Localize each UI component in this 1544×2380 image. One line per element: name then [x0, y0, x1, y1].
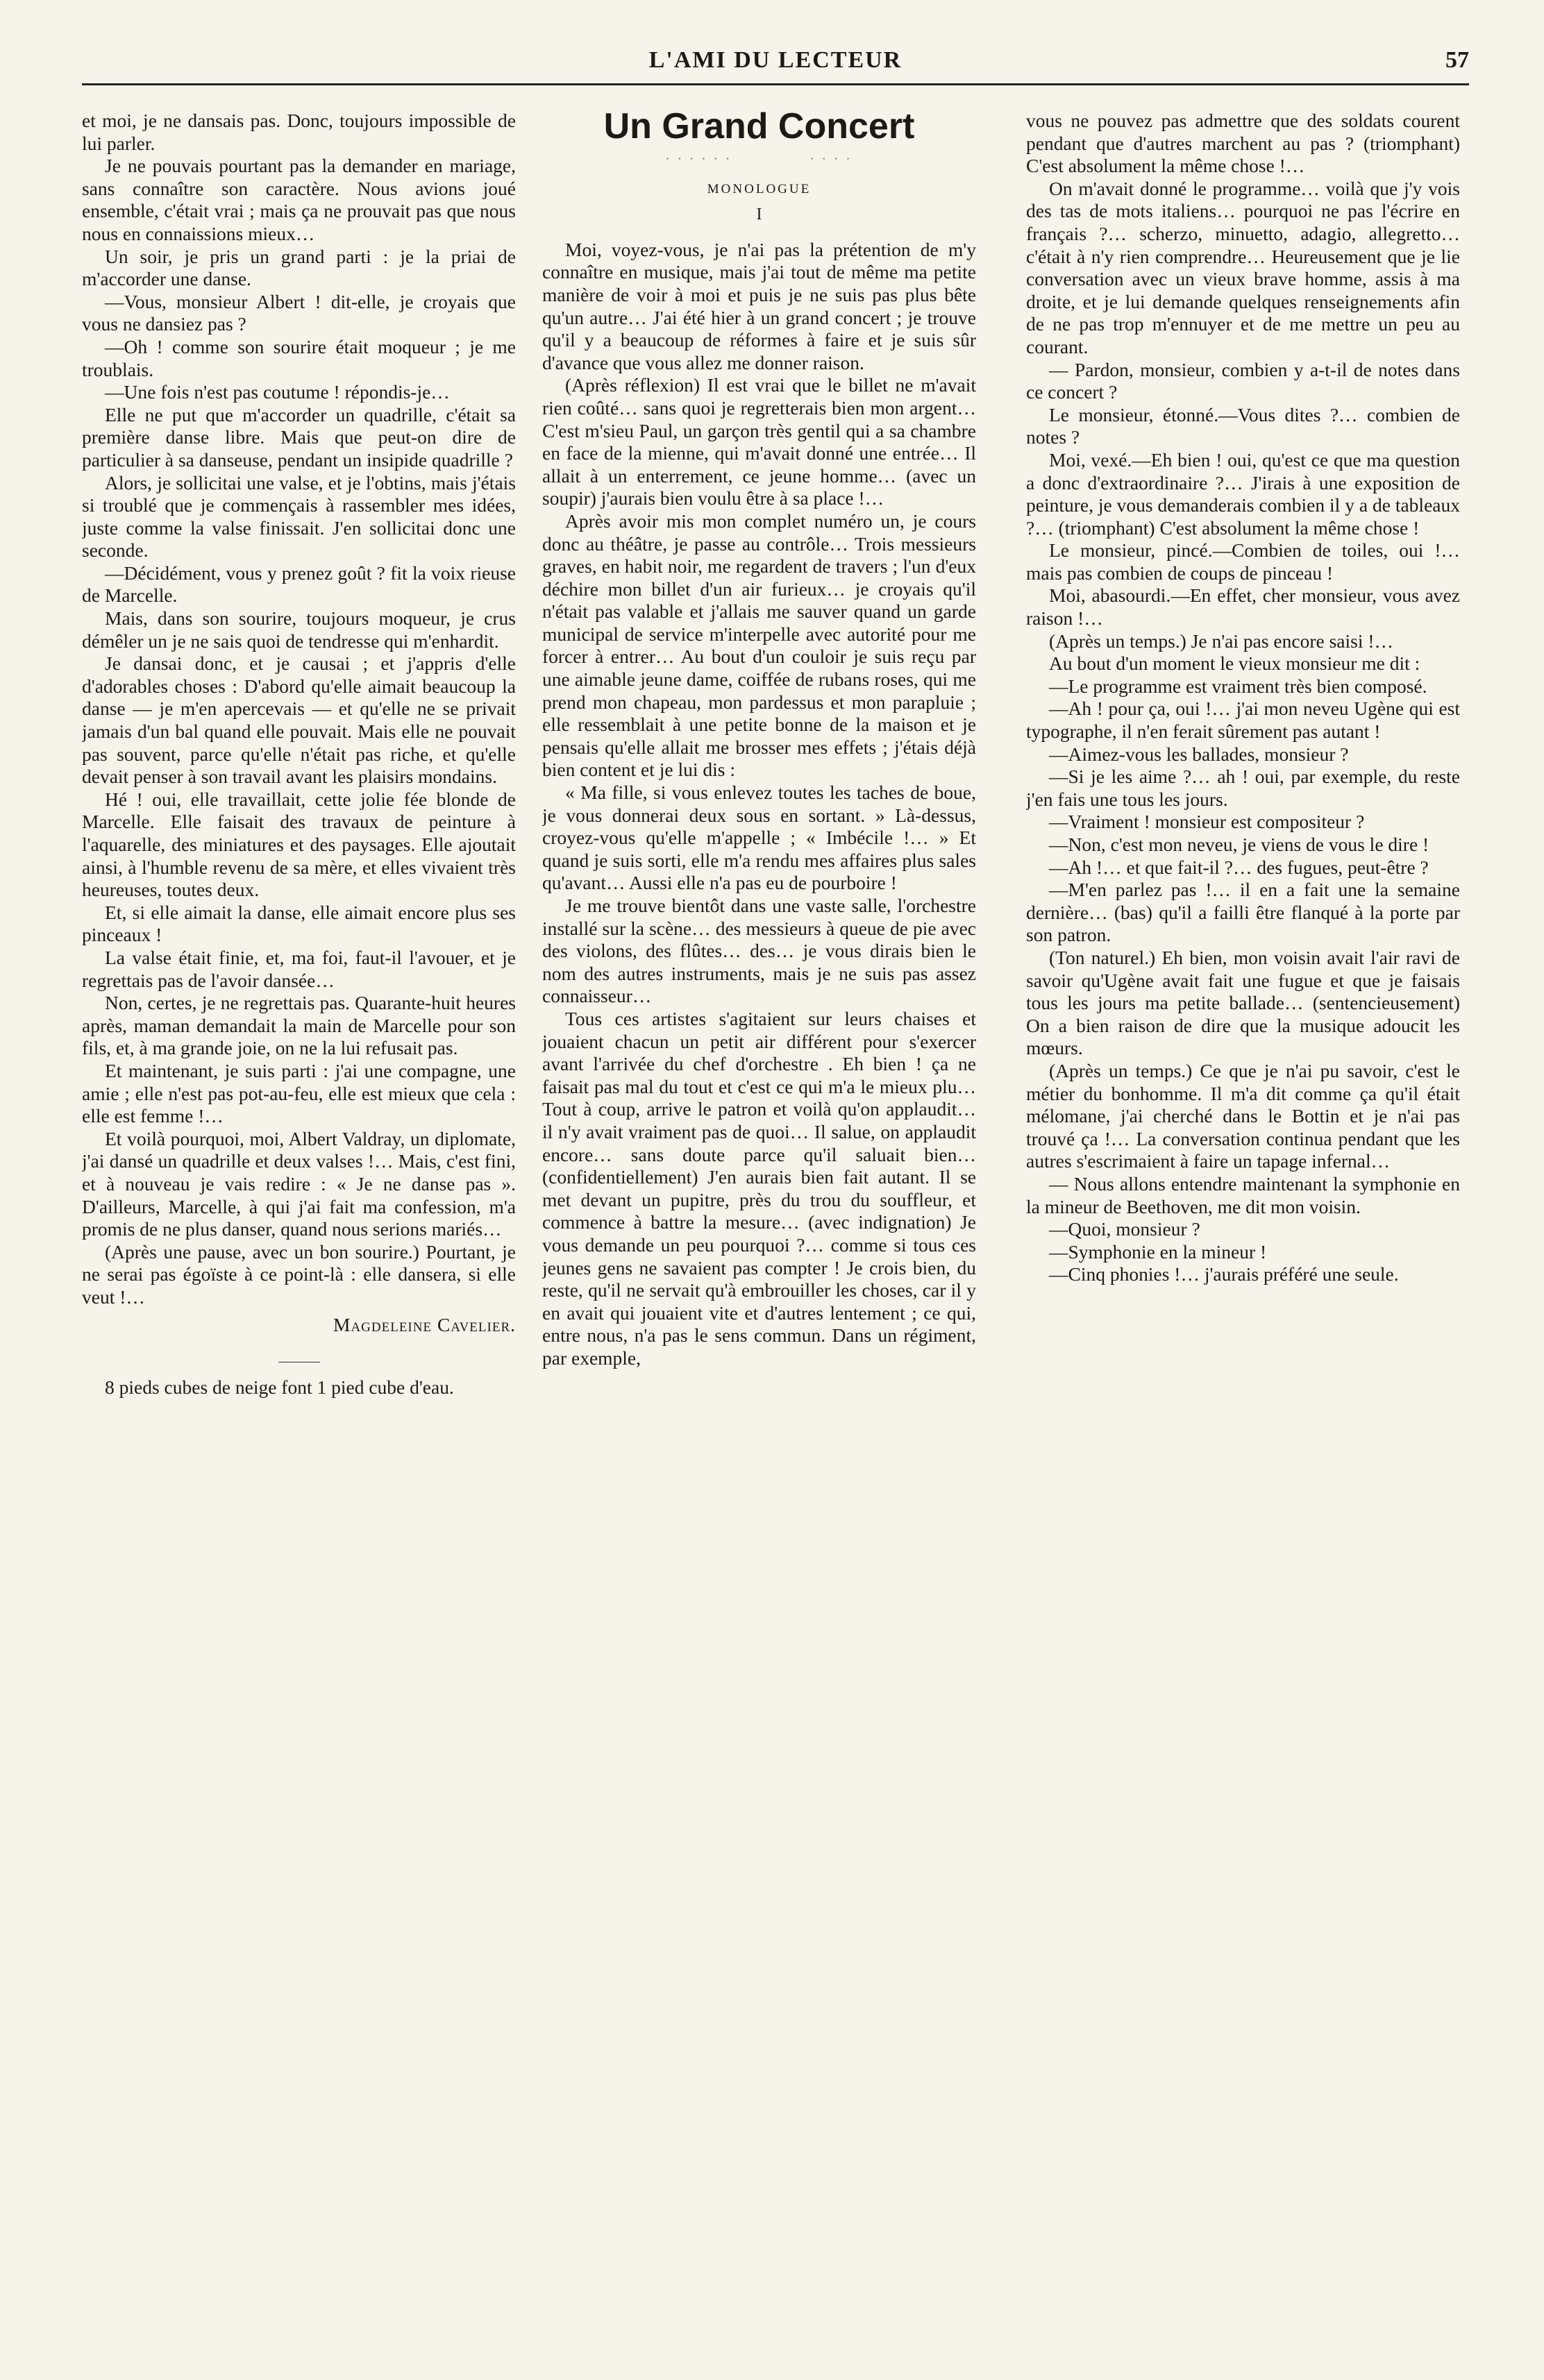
paragraph: Et voilà pourquoi, moi, Albert Valdray, un diplomate, j'ai dansé un quadrille et deux valses !… Mais, c'est fini, et à nouveau je vais redire : « Je ne danse pas ». D'ailleurs, Marcelle, à qui j'ai fait ma confession, m'a promis de ne plus danser, quand nous serions mariés…	[82, 1127, 516, 1240]
paragraph: Le monsieur, étonné.—Vous dites ?… combien de notes ?	[1026, 403, 1460, 448]
paragraph: —Oh ! comme son sourire était moqueur ; je me troublais.	[82, 335, 516, 380]
paragraph: Moi, abasourdi.—En effet, cher monsieur, vous avez raison !…	[1026, 584, 1460, 630]
part-number: I	[756, 205, 762, 224]
paragraph: — Pardon, monsieur, combien y a-t-il de notes dans ce concert ?	[1026, 358, 1460, 403]
paragraph: —Le programme est vraiment très bien composé.	[1049, 675, 1427, 697]
paragraph: « Ma fille, si vous enlevez toutes les taches de boue, je vous donnerai deux sous en sortant. » Là-dessus, croyez-vous qu'elle m'appelle ; « Imbécile !… » Et quand je suis sorti, elle m'a rendu mes affaires plus sales qu'avant… Aussi elle n'a pas eu de pourboire !	[542, 782, 976, 894]
title-ornament: · · · · · · · · · ·	[665, 153, 853, 165]
column-1	[82, 110, 516, 2338]
paragraph: Au bout d'un moment le vieux monsieur me dit :	[1049, 652, 1420, 675]
paragraph: —Cinq phonies !… j'aurais préféré une seule.	[1049, 1263, 1399, 1285]
paragraph: —Quoi, monsieur ?	[1049, 1218, 1200, 1240]
paragraph: Tous ces artistes s'agitaient sur leurs chaises et jouaient chacun un petit air différent pour s'exercer avant l'arrivée du chef d'orchestre . Eh bien ! ça ne faisait pas mal du tout et c'est ce qui m'a le mieux plu… Tout à coup, arrive le patron et voilà qu'on applaudit… il n'y avait vraiment pas de quoi… Il salue, on applaudit encore… sans doute parce qu'il saluait bien… (confidentiellement) J'en aurais bien fait autant. Il se met devant un pupitre, près du trou du souffleur, et commence à battre la mesure… (avec indignation) Je vous demande un peu pourquoi ?… comme si tous ces jeunes gens ne savaient pas compter ! Je crois bien, du reste, qu'il ne servait qu'à embrouiller les choses, car il y en avait qui jouaient vite et d'autres lentement ; ce qui, entre nous, n'a pas le sens commun. Dans un régiment, par exemple,	[542, 1007, 976, 1369]
page	[82, 42, 1469, 2353]
journal-title: L'AMI DU LECTEUR	[648, 47, 903, 73]
column-3	[1026, 110, 1460, 2338]
filler-note: 8 pieds cubes de neige font 1 pied cube d'eau.	[105, 1376, 454, 1399]
paragraph: (Après réflexion) Il est vrai que le billet ne m'avait rien coûté… sans quoi je regretterais bien mon argent… C'est m'sieu Paul, un garçon très gentil qui a sa chambre en face de la mienne, qui m'avait donné une entrée… Il allait à un enterrement, ce jeune homme… (avec un soupir) j'aurais bien voulu être à sa place !…	[542, 374, 976, 509]
paragraph: Je me trouve bientôt dans une vaste salle, l'orchestre installé sur la scène… des messieurs à queue de pie avec des violons, des flûtes… des… je vous dirais bien le nom des autres instruments, mais je ne suis pas assez connaisseur…	[542, 895, 976, 1007]
paragraph: —Si je les aime ?… ah ! oui, par exemple, du reste j'en fais une tous les jours.	[1026, 766, 1460, 810]
paragraph: Alors, je sollicitai une valse, et je l'obtins, mais j'étais si troublé que je commençais à rassembler mes idées, juste comme la valse finissait. J'en sollicitai donc une seconde.	[82, 471, 516, 562]
paragraph: Elle ne put que m'accorder un quadrille, c'était sa première danse libre. Mais que peut-on dire de particulier à sa danseuse, pendant un insipide quadrille ?	[82, 403, 516, 471]
paragraph: (Après un temps.) Ce que je n'ai pu savoir, c'est le métier du bonhomme. Il m'a dit comme ça qu'il était mélomane, j'ai cherché dans le Bottin et je n'ai pas trouvé ça !… La conversation continua pendant que les autres s'escrimaient à faire un tapage infernal…	[1026, 1059, 1460, 1172]
article-subtitle: MONOLOGUE	[707, 181, 812, 196]
paragraph: Un soir, je pris un grand parti : je la priai de m'accorder une danse.	[82, 245, 516, 290]
paragraph: Après avoir mis mon complet numéro un, je cours donc au théâtre, je passe au contrôle… Trois messieurs graves, en habit noir, me regardent de travers ; l'un d'eux déchire mon billet d'un air furieux… je croyais qu'il n'était pas valable et j'allais me sauver quand un garde municipal de service m'interpelle avec autorité pour me forcer à entrer… Au bout d'un couloir je suis reçu par une aimable jeune dame, coiffée de rubans roses, qui me prend mon chapeau, mon pardessus et mon parapluie ; elle ressemblait à une petite bonne de la maison et je pensais qu'elle allait me brosser mes effets ; j'étais déjà bien content et je lui dis :	[542, 509, 976, 781]
paragraph: —Vraiment ! monsieur est compositeur ?	[1049, 811, 1365, 833]
paragraph: —Aimez-vous les ballades, monsieur ?	[1049, 743, 1349, 765]
paragraph: (Après une pause, avec un bon sourire.) Pourtant, je ne serai pas égoïste à ce point-là : elle dansera, si elle veut !…	[82, 1240, 516, 1308]
paragraph: —Ah ! pour ça, oui !… j'ai mon neveu Ugène qui est typographe, il n'en ferait sûrement pas autant !	[1026, 698, 1460, 743]
paragraph: (Ton naturel.) Eh bien, mon voisin avait l'air ravi de savoir qu'Ugène avait fait une fugue et que je faisais tous les jours ma petite ballade… (sentencieusement) On a bien raison de dire que la musique adoucit les mœurs.	[1026, 946, 1460, 1059]
paragraph: — Nous allons entendre maintenant la symphonie en la mineur de Beethoven, me dit mon voisin.	[1026, 1172, 1460, 1217]
paragraph: Et maintenant, je suis parti : j'ai une compagne, une amie ; elle n'est pas pot-au-feu, elle est mieux que cela : elle est femme !…	[82, 1059, 516, 1127]
paragraph: Non, certes, je ne regrettais pas. Quarante-huit heures après, maman demandait la main de Marcelle pour son fils, et, à ma grande joie, on ne la lui refusait pas.	[82, 992, 516, 1059]
paragraph: —Une fois n'est pas coutume ! répondis-je…	[105, 381, 450, 403]
paragraph: —Décidément, vous y prenez goût ? fit la voix rieuse de Marcelle.	[82, 562, 516, 607]
paragraph: —Vous, monsieur Albert ! dit-elle, je croyais que vous ne dansiez pas ?	[82, 290, 516, 335]
paragraph: (Après un temps.) Je n'ai pas encore saisi !…	[1049, 630, 1393, 652]
article-title: Un Grand Concert	[603, 110, 915, 146]
paragraph: La valse était finie, et, ma foi, faut-il l'avouer, et je regrettais pas de l'avoir dansée…	[82, 946, 516, 991]
paragraph: Hé ! oui, elle travaillait, cette jolie fée blonde de Marcelle. Elle faisait des travaux de peinture à l'aquarelle, des miniatures et des paysages. Elle ajoutait ainsi, à l'humble revenu de sa mère, et elles vivaient très heureuses, toutes deux.	[82, 788, 516, 901]
paragraph: —Symphonie en la mineur !	[1049, 1240, 1267, 1263]
paragraph: Moi, vexé.—Eh bien ! oui, qu'est ce que ma question a donc d'extraordinaire ?… J'irais à une exposition de peinture, je vous demanderais combien il y a de tableaux ?… (triomphant) C'est absolument la même chose !	[1026, 448, 1460, 539]
paragraph: vous ne pouvez pas admettre que des soldats courent pendant que d'autres marchent au pas ? (triomphant) C'est absolument la même chose !…	[1026, 110, 1460, 177]
column-2	[542, 110, 976, 2338]
paragraph: —M'en parlez pas !… il en a fait une la semaine dernière… (bas) qu'il a failli être flanqué à la porte par son patron.	[1026, 879, 1460, 946]
paragraph: —Ah !… et que fait-il ?… des fugues, peut-être ?	[1049, 856, 1429, 878]
author-signature: Magdeleine Cavelier.	[333, 1314, 516, 1336]
paragraph: —Non, c'est mon neveu, je viens de vous le dire !	[1049, 834, 1429, 855]
paragraph: et moi, je ne dansais pas. Donc, toujours impossible de lui parler.	[82, 110, 516, 154]
paragraph: Mais, dans son sourire, toujours moqueur, je crus démêler un je ne sais quoi de tendresse qui m'enhardit.	[82, 607, 516, 652]
running-header	[82, 42, 1469, 85]
paragraph: On m'avait donné le programme… voilà que j'y vois des tas de mots italiens… pourquoi ne pas l'écrire en français ?… scherzo, minuetto, adagio, allegretto… c'était à n'y rien comprendre… Heureusement que je lie conversation avec un vieux brave homme, assis à ma droite, et je lui demande quelques renseignements afin de ne pas trop m'ennuyer et de me mettre un peu au courant.	[1026, 177, 1460, 357]
paragraph: Je ne pouvais pourtant pas la demander en mariage, sans connaître son caractère. Nous avions joué ensemble, c'était vrai ; mais ça ne prouvait pas que nous nous en connaissions mieux…	[82, 155, 516, 244]
paragraph: Et, si elle aimait la danse, elle aimait encore plus ses pinceaux !	[82, 901, 516, 946]
page-number: 57	[1445, 47, 1469, 73]
paragraph: Le monsieur, pincé.—Combien de toiles, oui !… mais pas combien de coups de pinceau !	[1026, 539, 1460, 584]
paragraph: Moi, voyez-vous, je n'ai pas la prétention de m'y connaître en musique, mais j'ai tout de même ma petite manière de voir à moi et puis je ne suis pas plus bête qu'un autre… J'ai été hier à un grand concert ; je trouve qu'il y a beaucoup de réformes à faire et je suis sûr d'avance que vous allez me donner raison.	[542, 238, 976, 373]
paragraph: Je dansai donc, et je causai ; et j'appris d'elle d'adorables choses : D'abord qu'elle aimait beaucoup la danse — je m'en apercevais — et qu'elle ne se privait jamais d'un bal quand elle pouvait. Mais elle ne pouvait pas souvent, parce qu'elle n'était pas riche, et qu'elle devait penser à son travail avant les plaisirs mondains.	[82, 652, 516, 788]
